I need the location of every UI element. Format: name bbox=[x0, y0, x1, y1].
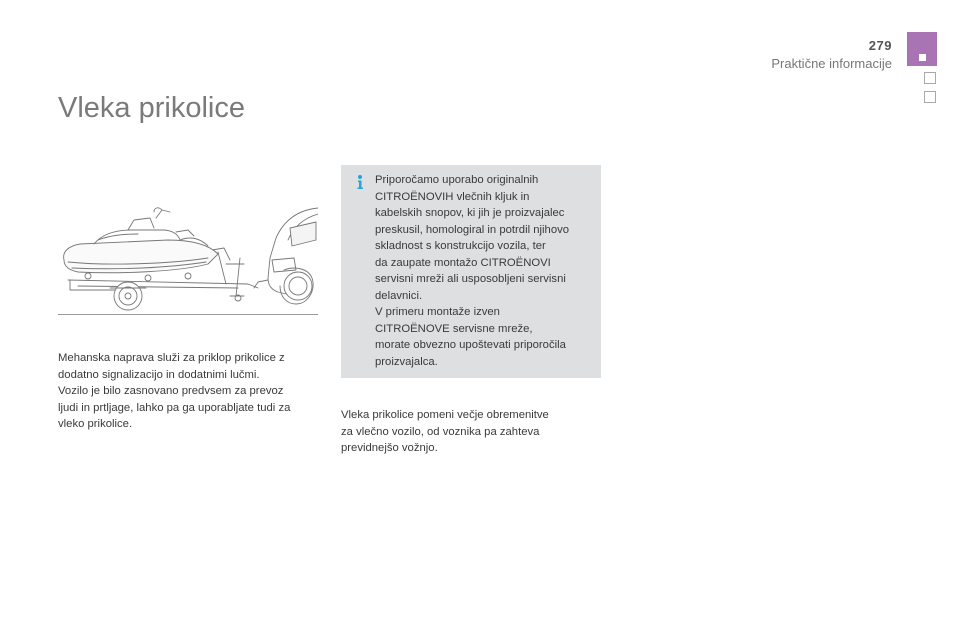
text-line: vleko prikolice. bbox=[58, 418, 133, 430]
towing-warning bbox=[341, 407, 601, 457]
text-line: morate obvezno upoštevati priporočila bbox=[375, 339, 566, 351]
text-line: CITROËNOVIH vlečnih kljuk in bbox=[375, 190, 530, 203]
section-title: Praktične informacije bbox=[771, 56, 892, 71]
text-line: previdnejšo vožnjo. bbox=[341, 442, 438, 454]
text-line: CITROËNOVE servisne mreže, bbox=[375, 322, 533, 335]
info-box-text bbox=[375, 172, 597, 370]
info-box bbox=[341, 165, 601, 378]
text-line: ljudi in prtljage, lahko pa ga uporabljate tudi za bbox=[58, 401, 291, 414]
text-line: proizvajalca. bbox=[375, 355, 438, 368]
chapter-tab-marker bbox=[919, 54, 926, 61]
page-title: Vleka prikolice bbox=[58, 92, 245, 124]
text-line: Mehanska naprava služi za priklop prikolice z bbox=[58, 352, 285, 364]
text-line: Vleka prikolice pomeni večje obremenitve bbox=[341, 409, 549, 421]
illustration-baseline bbox=[58, 314, 318, 315]
chapter-tab-box[interactable] bbox=[924, 72, 936, 84]
towing-description bbox=[58, 350, 323, 433]
text-line: Priporočamo uporabo originalnih bbox=[375, 174, 539, 186]
chapter-tab-active[interactable] bbox=[907, 32, 937, 66]
page-number: 279 bbox=[868, 38, 892, 53]
text-line: Vozilo je bilo zasnovano predvsem za prevoz bbox=[58, 385, 284, 397]
trailer-jetski-car-illustration bbox=[58, 200, 318, 316]
text-line: kabelskih snopov, ki jih je proizvajalec bbox=[375, 207, 565, 219]
text-line: V primeru montaže izven bbox=[375, 306, 500, 318]
text-line: servisni mreži ali usposobljeni servisni bbox=[375, 273, 566, 285]
text-line: preskusil, homologiral in potrdil njihovo bbox=[375, 223, 570, 236]
text-line: dodatno signalizacijo in dodatnimi lučmi. bbox=[58, 368, 260, 381]
text-line: delavnici. bbox=[375, 289, 423, 302]
chapter-tab-box[interactable] bbox=[924, 91, 936, 103]
text-line: skladnost s konstrukcijo vozila, ter bbox=[375, 240, 546, 252]
text-line: za vlečno vozilo, od voznika pa zahteva bbox=[341, 425, 540, 438]
info-icon bbox=[352, 174, 368, 190]
text-line: da zaupate montažo CITROËNOVI bbox=[375, 256, 551, 269]
